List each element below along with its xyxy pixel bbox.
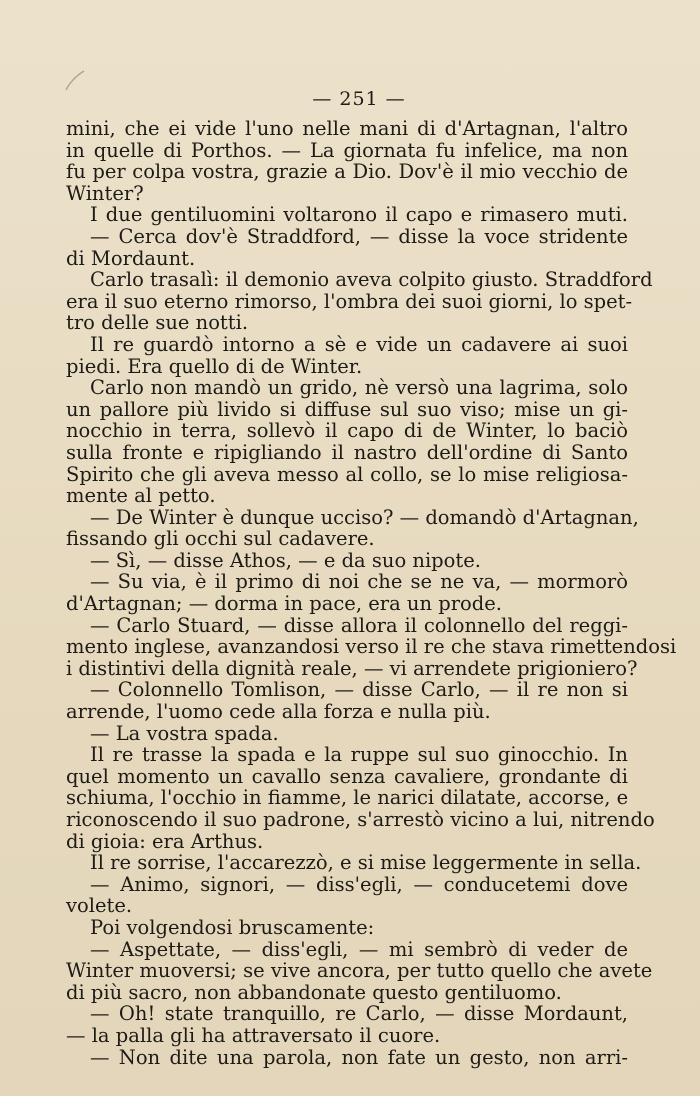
text-line: i distintivi della dignità reale, — vi arrendete prigioniero? bbox=[66, 656, 638, 680]
text-line: — la palla gli ha attraversato il cuore. bbox=[66, 1023, 441, 1047]
pencil-mark-icon bbox=[62, 68, 88, 94]
text-line: un pallore più livido si diffuse sul suo viso; mise un gi- bbox=[66, 397, 628, 421]
text-line: schiuma, l'occhio in fiamme, le narici dilatate, accorse, e bbox=[66, 786, 629, 810]
text-line: Il re trasse la spada e la ruppe sul suo ginocchio. In bbox=[90, 743, 628, 767]
text-line: di Mordaunt. bbox=[66, 246, 196, 270]
text-line: mente al petto. bbox=[66, 484, 216, 508]
text-line: d'Artagnan; — dorma in pace, era un prode. bbox=[66, 592, 502, 616]
text-line: di più sacro, non abbandonate questo gentiluomo. bbox=[66, 980, 562, 1004]
text-line: — Oh! state tranquillo, re Carlo, — disse Mordaunt, bbox=[90, 1002, 628, 1026]
text-line: in quelle di Porthos. — La giornata fu infelice, ma non bbox=[66, 138, 628, 162]
text-line: Carlo non mandò un grido, nè versò una lagrima, solo bbox=[90, 376, 628, 400]
text-line: di gioia: era Arthus. bbox=[66, 829, 264, 853]
text-line: — De Winter è dunque ucciso? — domandò d'Artagnan, bbox=[90, 505, 639, 529]
text-line: — Animo, signori, — diss'egli, — conducetemi dove bbox=[90, 872, 628, 896]
text-line: Spirito che gli aveva messo al collo, se lo mise religiosa- bbox=[66, 462, 628, 486]
text-line: fissando gli occhi sul cadavere. bbox=[66, 527, 375, 551]
text-line: nocchio in terra, sollevò il capo di de Winter, lo baciò bbox=[66, 419, 628, 443]
text-line: piedi. Era quello di de Winter. bbox=[66, 354, 363, 378]
text-line: — Su via, è il primo di noi che se ne va, — mormorò bbox=[90, 570, 628, 594]
page-number: — 251 — bbox=[312, 88, 406, 110]
text-line: Winter muoversi; se vive ancora, per tutto quello che avete bbox=[66, 959, 653, 983]
text-line: Il re sorrise, l'accarezzò, e si mise leggermente in sella. bbox=[90, 851, 642, 875]
text-line: riconoscendo il suo padrone, s'arrestò vicino a lui, nitrendo bbox=[66, 808, 655, 831]
text-line: Il re guardò intorno a sè e vide un cadavere ai suoi bbox=[90, 332, 628, 356]
text-line: mini, che ei vide l'uno nelle mani di d'Artagnan, l'altro bbox=[66, 117, 628, 140]
text-line: I due gentiluomini voltarono il capo e rimasero muti. bbox=[90, 203, 628, 227]
text-line: — Sì, — disse Athos, — e da suo nipote. bbox=[90, 548, 481, 572]
text-line: arrende, l'uomo cede alla forza e nulla più. bbox=[66, 700, 491, 724]
text-line: era il suo eterno rimorso, l'ombra dei suoi giorni, lo spet- bbox=[66, 289, 633, 313]
text-line: — Aspettate, — diss'egli, — mi sembrò di veder de bbox=[90, 937, 628, 961]
text-line: — Colonnello Tomlison, — disse Carlo, — il re non si bbox=[90, 678, 628, 702]
text-line: quel momento un cavallo senza cavaliere, grondante di bbox=[66, 764, 628, 788]
text-line: Carlo trasalì: il demonio aveva colpito giusto. Straddford bbox=[90, 268, 653, 292]
text-line: — Carlo Stuard, — disse allora il colonnello del reggi- bbox=[90, 613, 628, 637]
text-line: — La vostra spada. bbox=[90, 721, 279, 745]
body-text bbox=[66, 117, 677, 1069]
text-line: Winter? bbox=[66, 181, 144, 205]
text-line: — Non dite una parola, non fate un gesto, non arri- bbox=[90, 1045, 628, 1069]
text-line: tro delle sue notti. bbox=[66, 311, 249, 335]
text-line: volete. bbox=[66, 894, 133, 918]
text-line: sulla fronte e ripigliando il nastro dell'ordine di Santo bbox=[66, 440, 628, 464]
text-line: fu per colpa vostra, grazie a Dio. Dov'è il mio vecchio de bbox=[66, 160, 628, 184]
text-line: mento inglese, avanzandosi verso il re che stava rimettendosi bbox=[66, 635, 677, 659]
text-line: Poi volgendosi bruscamente: bbox=[90, 915, 375, 939]
text-line: — Cerca dov'è Straddford, — disse la voce stridente bbox=[90, 224, 628, 248]
